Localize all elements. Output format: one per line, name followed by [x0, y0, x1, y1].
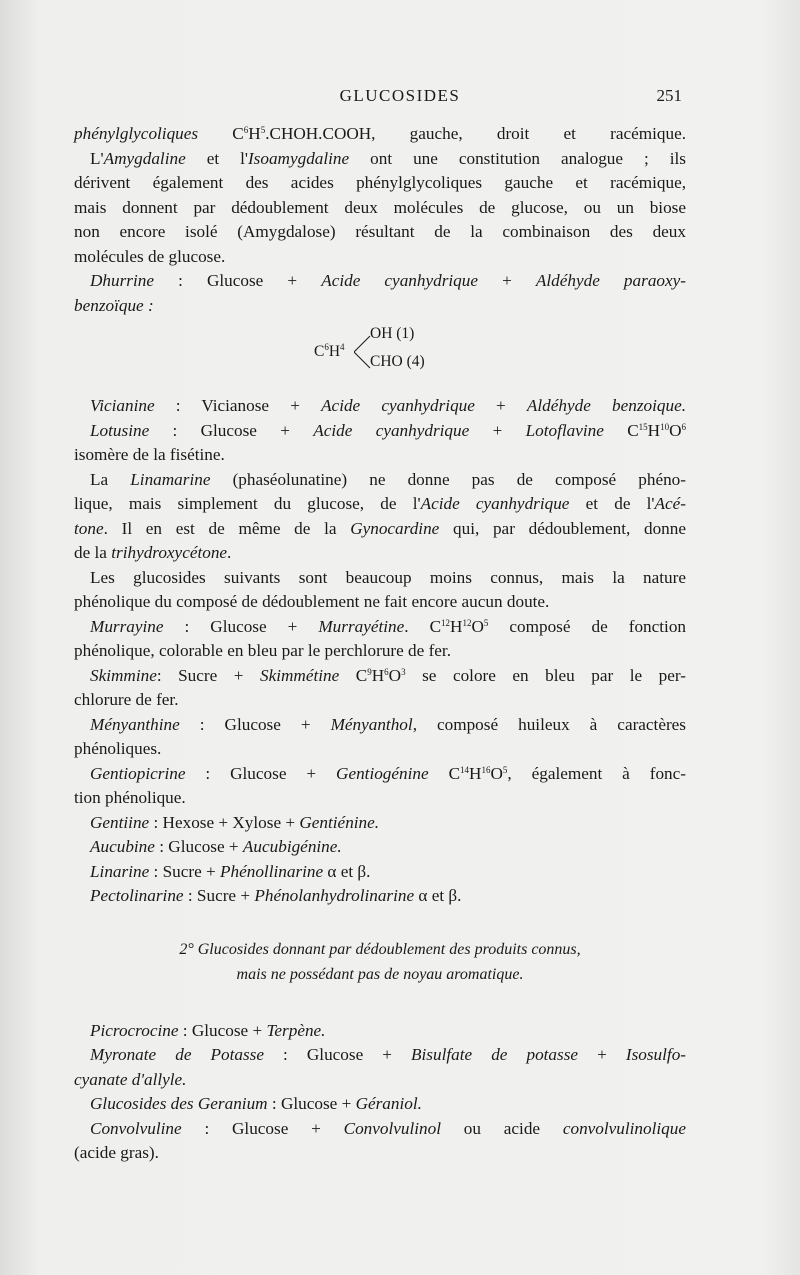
text-line: Glucosides des Geranium : Glucose + Géraniol.	[90, 1094, 422, 1113]
formula-oh: OH (1)	[370, 325, 415, 342]
running-title: GLUCOSIDES	[339, 86, 461, 105]
text-line: Aucubine : Glucose + Aucubigénine.	[90, 837, 342, 856]
text-line: Convolvuline : Glucose + Convolvulinol ou acide convolvulinolique	[90, 1118, 686, 1138]
text-line: Linarine : Sucre + Phénollinarine α et β.	[90, 861, 371, 881]
text-line: benzoïque :	[74, 295, 154, 315]
page-body	[74, 122, 686, 1166]
text-line: chlorure de fer.	[74, 690, 179, 709]
text-line: tone. Il en est de même de la Gynocardine qui, par dédoublement, donne	[74, 518, 686, 538]
text-line: mais donnent par dédoublement deux molécules de glucose, ou un biose	[74, 197, 686, 217]
section-heading: 2° Glucosides donnant par dédoublement des produits connus, mais ne possédant pas de noyau aromatique.	[179, 940, 581, 983]
chemical-formula	[74, 320, 686, 390]
text-line: lique, mais simplement du glucose, de l'Acide cyanhydrique et de l'Acé-	[74, 494, 687, 513]
formula-cho: CHO (4)	[370, 353, 425, 370]
text-line: cyanate d'allyle.	[74, 1069, 187, 1089]
text-line: L'Amygdaline et l'Isoamygdaline ont une constitution analogue ; ils	[90, 148, 686, 168]
formula-core: $C^6H^4$	[314, 342, 345, 360]
text-line: Lotusine : Glucose + Acide cyanhydrique + Lotoflavine $C^{15}H^{10}O^6$	[90, 420, 686, 440]
text-line: phénylglycoliques $C^6H^5.CHOH.COOH$, gauche, droit et racémique.	[74, 124, 686, 143]
text-line: phénolique du composé de dédoublement ne fait encore aucun doute.	[74, 592, 550, 611]
text-line: Gentiine : Hexose + Xylose + Gentiénine.	[90, 812, 380, 832]
text-line: Vicianine : Vicianose + Acide cyanhydrique + Aldéhyde benzoique.	[90, 396, 686, 415]
text-line: (acide gras).	[74, 1143, 159, 1162]
text-line: La Linamarine (phaséolunatine) ne donne pas de composé phéno-	[90, 469, 686, 489]
text-line: de la trihydroxycétone.	[74, 543, 232, 562]
text-line: isomère de la fisétine.	[74, 445, 225, 464]
text-line: Les glucosides suivants sont beaucoup moins connus, mais la nature	[90, 567, 686, 587]
text-line: Murrayine : Glucose + Murrayétine. $C^{12}H^{12}O^5$ composé de fonction	[90, 616, 687, 636]
page-header	[0, 86, 800, 110]
text-line: Picrocrocine : Glucose + Terpène.	[90, 1020, 326, 1040]
text-line: phénoliques.	[74, 739, 162, 758]
text-line: Gentiopicrine : Glucose + Gentiogénine $C^{14}H^{16}O^5$, également à fonc-	[90, 763, 687, 783]
text-line: Ményanthine : Glucose + Ményanthol, composé huileux à caractères	[90, 714, 686, 734]
text-line: Myronate de Potasse : Glucose + Bisulfate de potasse + Isosulfo-	[90, 1045, 687, 1064]
text-line: phénolique, colorable en bleu par le perchlorure de fer.	[74, 641, 451, 660]
text-line: Pectolinarine : Sucre + Phénolanhydrolinarine α et β.	[90, 886, 462, 905]
text-line: molécules de glucose.	[74, 246, 226, 266]
text-line: Dhurrine : Glucose + Acide cyanhydrique + Aldéhyde paraoxy-	[90, 271, 686, 290]
text-line: dérivent également des acides phénylglycoliques gauche et racémique,	[74, 173, 686, 192]
text-line: tion phénolique.	[74, 788, 186, 807]
text-line: Skimmine: Sucre + Skimmétine $C^9H^6O^3$ se colore en bleu par le per-	[90, 665, 687, 685]
page-number: 251	[656, 86, 682, 105]
text-line: non encore isolé (Amygdalose) résultant de la combinaison des deux	[74, 222, 686, 241]
